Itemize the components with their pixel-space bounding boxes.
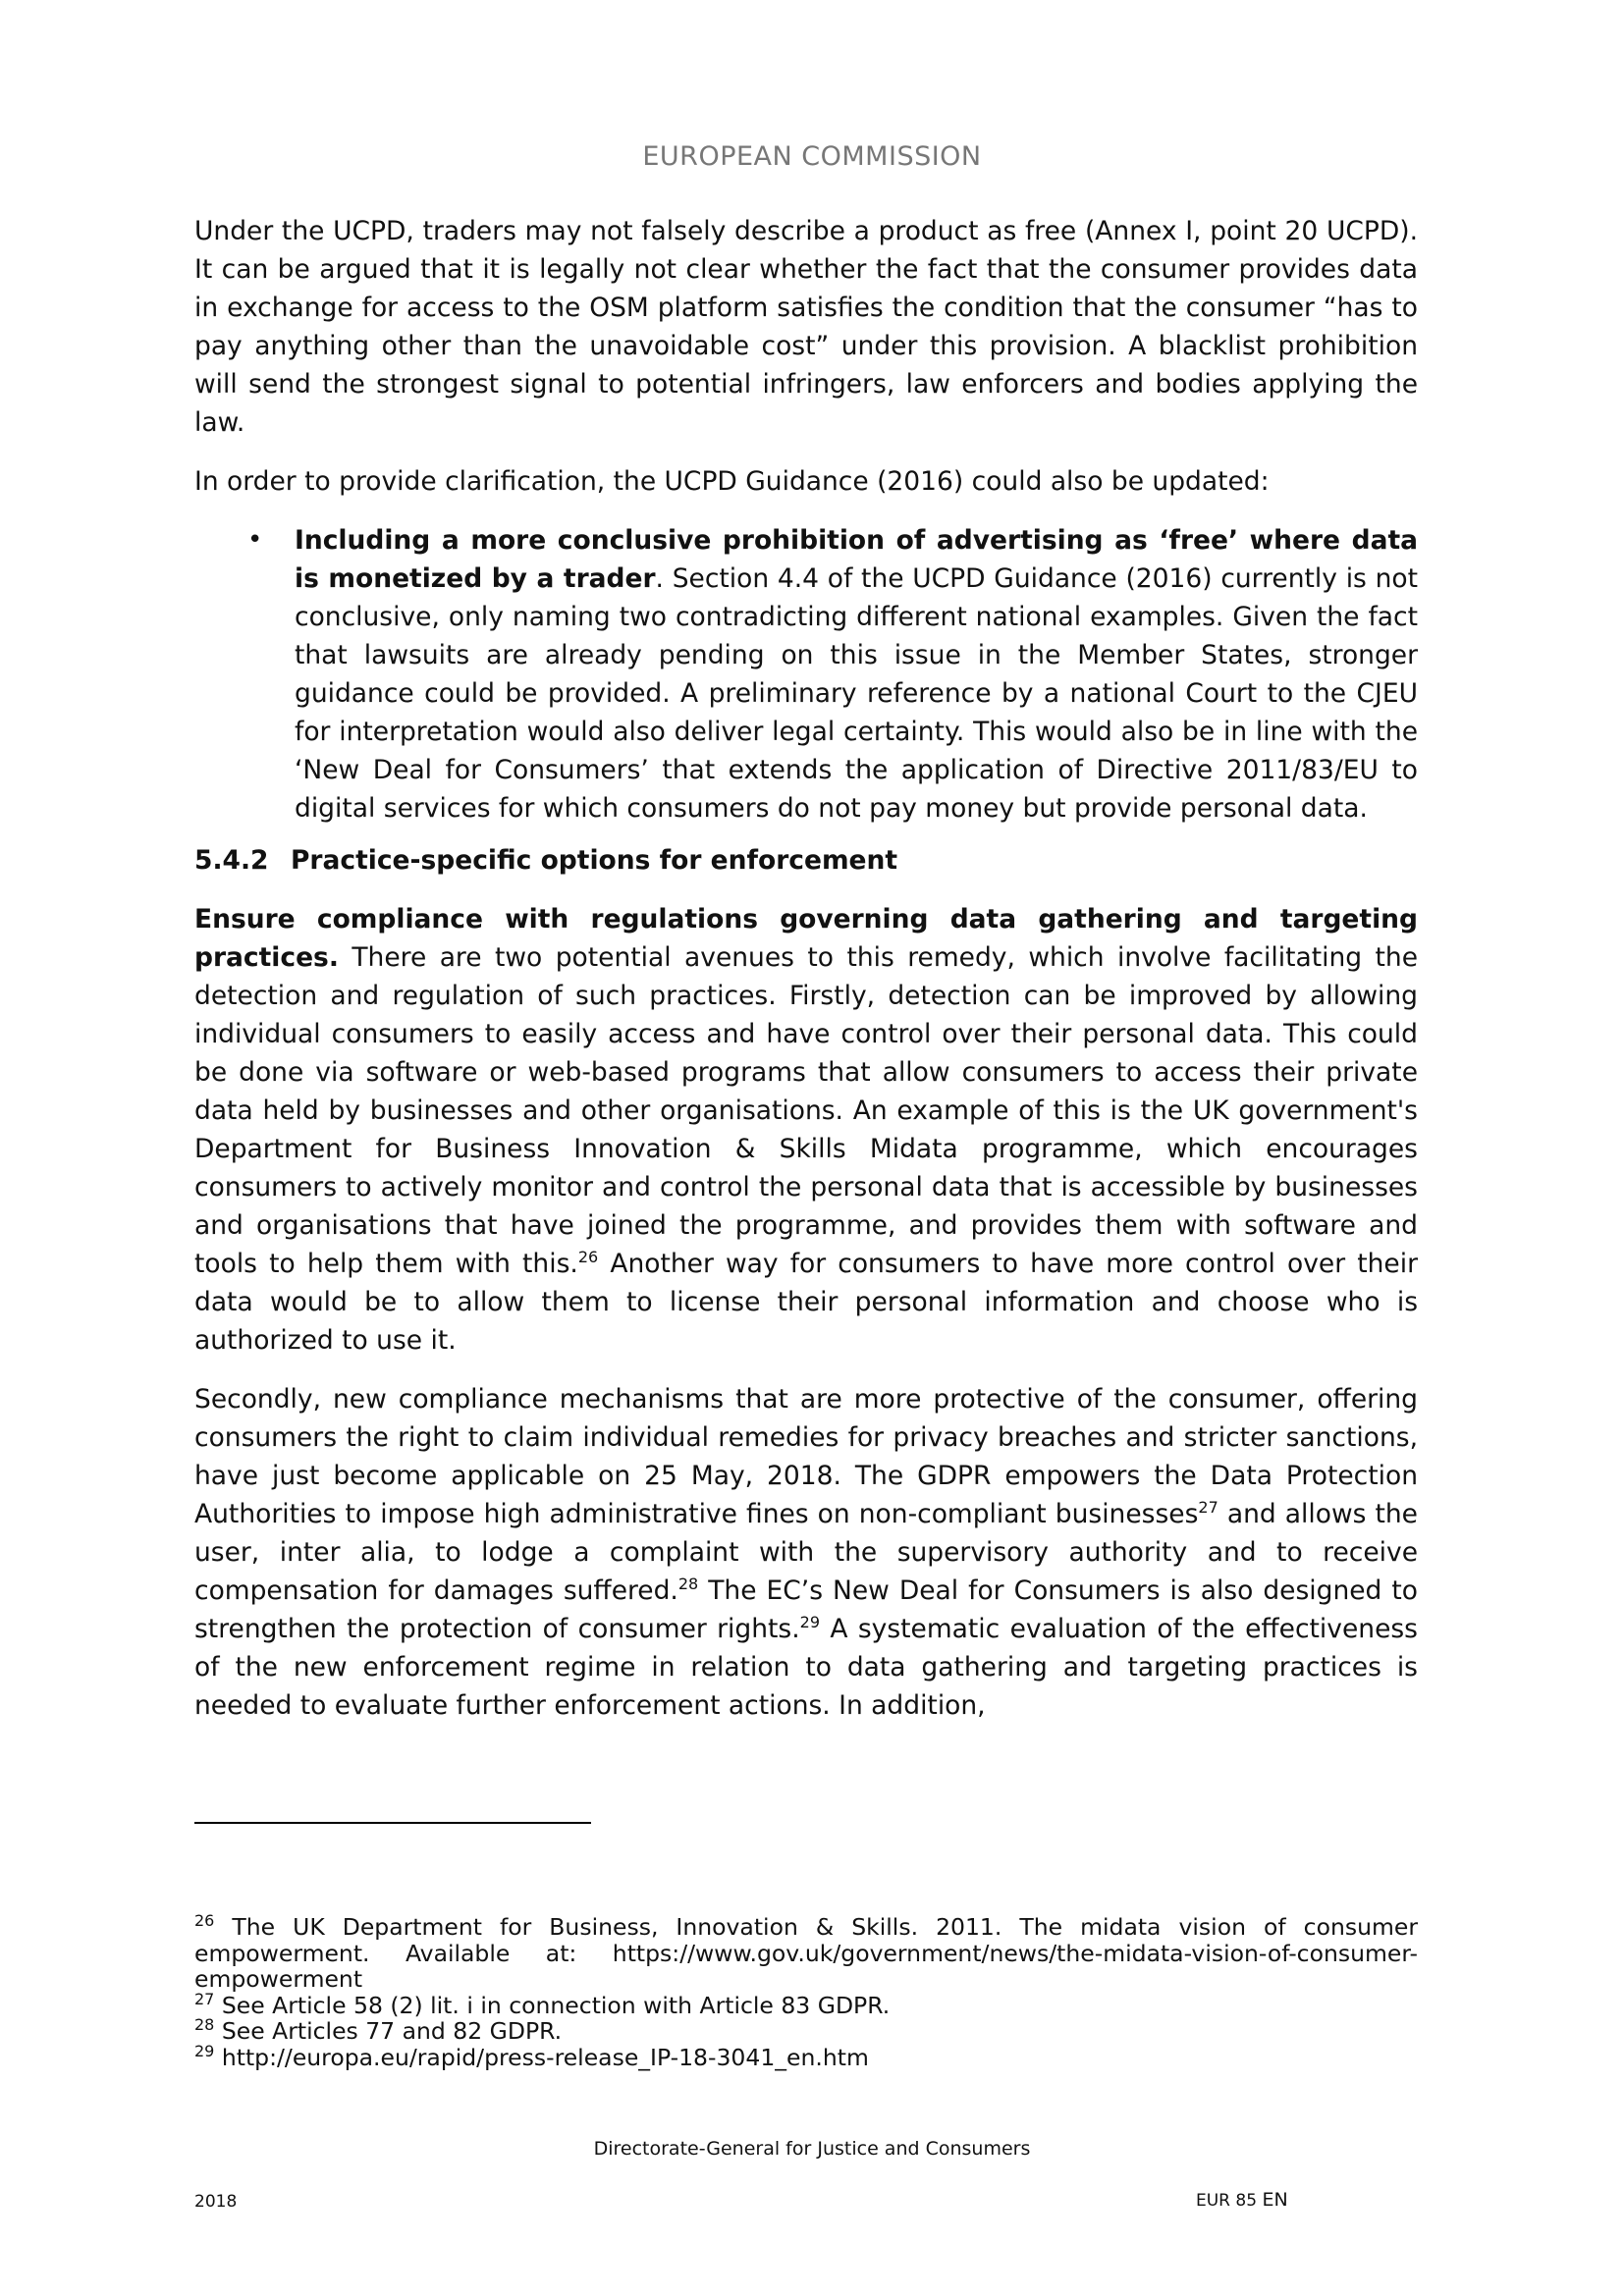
footnote-ref[interactable]: 28 <box>677 1575 699 1594</box>
footer-code-number: EUR 85 <box>1196 2191 1258 2211</box>
footnote-ref[interactable]: 27 <box>1198 1498 1218 1518</box>
footnote-number: 27 <box>194 1989 215 2008</box>
footnote <box>194 2041 1418 2071</box>
footnote <box>194 1911 1418 1993</box>
paragraph-text: Secondly, new compliance mechanisms that are more protective of the consumer, offering consumers the right to claim individual remedies for privacy breaches and stricter sanctions, have just become applicable on 25 May, 2018. The GDPR empowers the Data Protection Authorities to impose high administrative fines on non-compliant businesses <box>194 1384 1418 1529</box>
footer-code <box>1196 2189 1288 2211</box>
bullet-text: . Section 4.4 of the UCPD Guidance (2016) currently is not conclusive, only naming two contradicting different national examples. Given the fact that lawsuits are already pending on this issue in the Member States, stronger guidance could be provided. A preliminary reference by a national Court to the CJEU for interpretation would also deliver legal certainty. This would also be in line with the ‘New Deal for Consumers’ that extends the application of Directive 2011/83/EU to digital services for which consumers do not pay money but provide personal data. <box>295 563 1418 824</box>
section-title: Practice-specific options for enforcement <box>291 845 898 876</box>
footnote-ref[interactable]: 29 <box>799 1613 820 1632</box>
paragraph-text: The EC’s New Deal for Consumers is also designed to strengthen the protection of consumer rights. <box>194 1575 1418 1644</box>
paragraph-clarification: In order to provide clarification, the UCPD Guidance (2016) could also be updated: <box>194 466 1270 497</box>
paragraph-secondly <box>194 1380 1418 1725</box>
paragraph-text: Another way for consumers to have more control over their data would be to allow them to license their personal information and choose who is authorized to use it. <box>194 1249 1418 1356</box>
footnote <box>194 1989 1418 2019</box>
paragraph-text: There are two potential avenues to this remedy, which involve facilitating the detection and regulation of such practices. Firstly, detection can be improved by allowing individual consumers to easily access and have control over their personal data. This could be done via software or web-based programs that allow consumers to access their private data held by businesses and other organisations. An example of this is the UK government's Department for Business Innovation & Skills Midata programme, which encourages consumers to actively monitor and control the personal data that is accessible by businesses and organisations that have joined the programme, and provides them with software and tools to help them with this. <box>194 942 1418 1279</box>
bullet-icon: • <box>247 525 263 555</box>
footnote-number: 28 <box>194 2015 215 2035</box>
footnote-number: 26 <box>194 1911 215 1931</box>
footnote-number: 29 <box>194 2041 215 2060</box>
footnote-text: See Articles 77 and 82 GDPR. <box>214 2017 563 2045</box>
paragraph-text: and allows the user, inter alia, to lodge a complaint with the supervisory authority and to receive compensation for damages suffered. <box>194 1499 1418 1606</box>
footnote-text: The UK Department for Business, Innovation & Skills. 2011. The midata vision of consumer empowerment. Available at: https://www.gov.uk/government/news/the-midata-vision-of-consumer-empowerment <box>194 1913 1418 1993</box>
footnote <box>194 2015 1418 2045</box>
paragraph-bold-lead: Ensure compliance with regulations governing data gathering and targeting practices. <box>194 904 1418 973</box>
footnote-text: See Article 58 (2) lit. i in connection with Article 83 GDPR. <box>214 1991 891 2019</box>
section-number: 5.4.2 <box>194 845 269 876</box>
footnotes <box>194 1911 1418 2071</box>
bullet-list <box>194 521 1418 828</box>
footnote-ref[interactable]: 26 <box>577 1248 599 1267</box>
footer-directorate: Directorate-General for Justice and Consumers <box>593 2138 1031 2160</box>
bullet-bold-lead: Including a more conclusive prohibition of advertising as ‘free’ where data is monetized by a trader <box>295 525 1418 594</box>
footnote-separator <box>194 1822 591 1824</box>
footnote-link[interactable]: http://europa.eu/rapid/press-release_IP-18-3041_en.htm <box>214 2043 869 2071</box>
section-heading <box>194 841 1418 880</box>
main-content <box>194 212 1418 1745</box>
list-item <box>194 521 1418 828</box>
paragraph-ucpd-free: Under the UCPD, traders may not falsely describe a product as free (Annex I, point 20 UCPD). It can be argued that it is legally not clear whether the fact that the consumer provides data in exchange for access to the OSM platform satisfies the condition that the consumer “has to pay anything other than the unavoidable cost” under this provision. A blacklist prohibition will send the strongest signal to potential infringers, law enforcers and bodies applying the law. <box>194 216 1418 438</box>
footer-language: EN <box>1262 2189 1288 2211</box>
paragraph-text: A systematic evaluation of the effectiveness of the new enforcement regime in relation to data gathering and targeting practices is needed to evaluate further enforcement actions. In addition, <box>194 1614 1418 1721</box>
page-header: EUROPEAN COMMISSION <box>642 141 982 172</box>
footer-year: 2018 <box>194 2192 238 2212</box>
paragraph-compliance <box>194 900 1418 1360</box>
